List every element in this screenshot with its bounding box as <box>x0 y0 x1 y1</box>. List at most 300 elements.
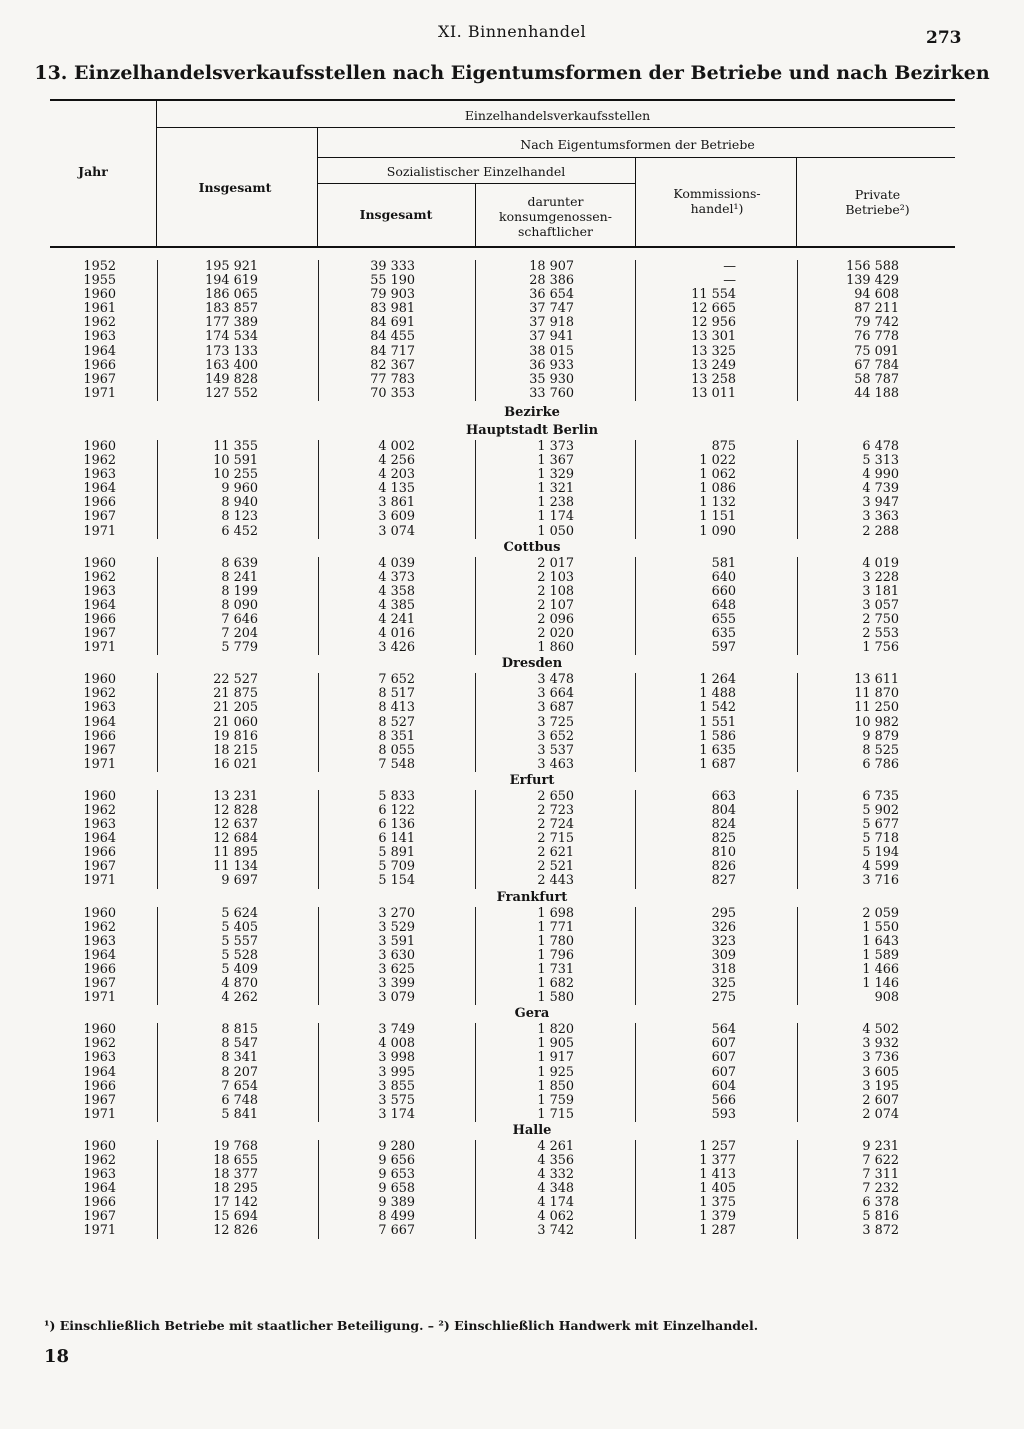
cell-insgesamt: 5 779 <box>221 640 258 656</box>
cell-soz-insgesamt: 3 625 <box>378 961 415 977</box>
table-row <box>0 571 1024 585</box>
cell-konsum: 2 650 <box>537 788 574 804</box>
cell-private: 7 311 <box>862 1167 899 1183</box>
cell-insgesamt: 10 591 <box>213 453 258 469</box>
cell-jahr: 1963 <box>83 583 116 599</box>
cell-jahr: 1952 <box>83 259 116 274</box>
cell-soz-insgesamt: 9 656 <box>378 1152 415 1168</box>
cell-jahr: 1966 <box>83 1195 116 1211</box>
cell-jahr: 1967 <box>83 1092 116 1108</box>
cell-private: 94 608 <box>854 287 899 303</box>
cell-insgesamt: 17 142 <box>213 1195 258 1211</box>
cell-kommission: 275 <box>711 990 736 1006</box>
cell-soz-insgesamt: 84 455 <box>370 329 415 345</box>
cell-insgesamt: 10 255 <box>213 467 258 483</box>
cell-insgesamt: 18 655 <box>213 1152 258 1168</box>
column-rule <box>635 260 636 401</box>
cell-private: 4 502 <box>862 1022 899 1038</box>
cell-insgesamt: 8 241 <box>221 569 258 585</box>
table-row <box>0 482 1024 496</box>
section-heading: Dresden <box>501 656 563 672</box>
cell-soz-insgesamt: 4 135 <box>378 481 415 497</box>
cell-jahr: 1963 <box>83 1050 116 1066</box>
column-rule <box>475 790 476 889</box>
cell-soz-insgesamt: 84 691 <box>370 315 415 331</box>
cell-kommission: 13 301 <box>691 329 736 345</box>
cell-private: 3 947 <box>862 495 899 511</box>
header-darunter-line3: schaftlicher <box>518 224 593 239</box>
cell-kommission: — <box>723 259 736 274</box>
cell-private: 13 611 <box>854 672 899 688</box>
table-row <box>0 687 1024 701</box>
cell-private: 3 195 <box>862 1078 899 1094</box>
cell-jahr: 1963 <box>83 933 116 949</box>
table-row <box>0 1080 1024 1094</box>
cell-private: 3 057 <box>862 597 899 613</box>
cell-kommission: 604 <box>711 1078 736 1094</box>
cell-private: 1 550 <box>862 919 899 935</box>
table-row <box>0 525 1024 539</box>
header-private-line1: Private <box>854 187 901 202</box>
cell-jahr: 1966 <box>83 1078 116 1094</box>
header-darunter-konsum <box>478 194 633 239</box>
cell-jahr: 1962 <box>83 315 116 331</box>
cell-insgesamt: 12 826 <box>213 1223 258 1239</box>
cell-kommission: 566 <box>711 1092 736 1108</box>
cell-jahr: 1966 <box>83 357 116 373</box>
page-number: 273 <box>926 28 962 48</box>
cell-kommission: 593 <box>711 1106 736 1122</box>
cell-jahr: 1960 <box>83 672 116 688</box>
column-rule <box>635 557 636 656</box>
table-row <box>0 1210 1024 1224</box>
header-soz-insgesamt: Insgesamt <box>359 207 433 222</box>
cell-jahr: 1955 <box>83 273 116 289</box>
cell-soz-insgesamt: 3 079 <box>378 990 415 1006</box>
cell-private: 5 718 <box>862 831 899 847</box>
cell-kommission: 1 379 <box>699 1209 736 1225</box>
cell-insgesamt: 8 547 <box>221 1036 258 1052</box>
cell-insgesamt: 186 065 <box>205 287 258 303</box>
cell-soz-insgesamt: 5 709 <box>378 859 415 875</box>
cell-jahr: 1966 <box>83 728 116 744</box>
cell-jahr: 1960 <box>83 1022 116 1038</box>
cell-insgesamt: 12 684 <box>213 831 258 847</box>
table-row <box>0 454 1024 468</box>
cell-kommission: 663 <box>711 788 736 804</box>
column-rule <box>797 790 798 889</box>
table-row <box>0 1037 1024 1051</box>
header-kommissionshandel <box>640 186 794 216</box>
cell-soz-insgesamt: 8 499 <box>378 1209 415 1225</box>
column-rule <box>318 557 319 656</box>
cell-jahr: 1960 <box>83 905 116 921</box>
cell-konsum: 1 780 <box>537 933 574 949</box>
section-heading: Cottbus <box>503 539 561 555</box>
table-row <box>0 991 1024 1005</box>
column-rule <box>635 440 636 539</box>
cell-konsum: 4 332 <box>537 1167 574 1183</box>
header-sozialistischer-einzelhandel: Sozialistischer Einzelhandel <box>386 164 566 179</box>
table-row <box>0 359 1024 373</box>
cell-konsum: 4 261 <box>537 1138 574 1154</box>
column-rule <box>157 557 158 656</box>
cell-soz-insgesamt: 84 717 <box>370 343 415 359</box>
cell-soz-insgesamt: 5 891 <box>378 845 415 861</box>
cell-soz-insgesamt: 6 122 <box>378 803 415 818</box>
cell-private: 79 742 <box>854 315 899 331</box>
cell-soz-insgesamt: 4 373 <box>378 569 415 585</box>
cell-konsum: 3 537 <box>537 742 574 758</box>
table-row <box>0 790 1024 804</box>
table-row <box>0 330 1024 344</box>
cell-private: 6 735 <box>862 788 899 804</box>
cell-insgesamt: 8 199 <box>221 583 258 599</box>
cell-private: 7 622 <box>862 1152 899 1168</box>
cell-insgesamt: 173 133 <box>205 343 258 359</box>
cell-insgesamt: 8 207 <box>221 1064 258 1080</box>
cell-kommission: 1 022 <box>699 453 736 469</box>
cell-konsum: 28 386 <box>529 273 574 289</box>
cell-jahr: 1967 <box>83 371 116 387</box>
cell-private: 7 232 <box>862 1181 899 1197</box>
cell-private: 1 146 <box>862 976 899 992</box>
cell-private: 3 363 <box>862 509 899 525</box>
cell-soz-insgesamt: 77 783 <box>370 371 415 387</box>
table-row <box>0 949 1024 963</box>
table-row <box>0 1154 1024 1168</box>
cell-kommission: 825 <box>711 831 736 847</box>
header-darunter-line2: konsumgenossen- <box>499 209 612 224</box>
cell-jahr: 1964 <box>83 714 116 730</box>
cell-konsum: 2 020 <box>537 626 574 642</box>
row-group <box>0 1023 1024 1122</box>
cell-jahr: 1961 <box>83 301 116 317</box>
cell-private: 6 378 <box>862 1195 899 1211</box>
table-title: 13. Einzelhandelsverkaufsstellen nach Eigentumsformen der Betriebe und nach Bezirken <box>34 62 990 84</box>
cell-soz-insgesamt: 7 667 <box>378 1223 415 1239</box>
cell-kommission: 640 <box>711 569 736 585</box>
table-row <box>0 1094 1024 1108</box>
cell-insgesamt: 5 528 <box>221 947 258 963</box>
cell-konsum: 1 329 <box>537 467 574 483</box>
table-row <box>0 316 1024 330</box>
column-rule <box>797 673 798 772</box>
cell-insgesamt: 8 815 <box>221 1022 258 1038</box>
cell-private: 9 231 <box>862 1138 899 1154</box>
cell-soz-insgesamt: 4 241 <box>378 611 415 627</box>
cell-private: 76 778 <box>854 329 899 345</box>
cell-kommission: 824 <box>711 817 736 833</box>
table-row <box>0 1168 1024 1182</box>
column-rule <box>797 1023 798 1122</box>
header-kommission-line1: Kommissions- <box>673 186 761 201</box>
table-body <box>0 259 1024 1240</box>
cell-konsum: 3 652 <box>537 728 574 744</box>
cell-kommission: 826 <box>711 859 736 875</box>
cell-jahr: 1963 <box>83 329 116 345</box>
cell-soz-insgesamt: 82 367 <box>370 357 415 373</box>
header-private-line2: Betriebe²) <box>845 202 910 217</box>
cell-soz-insgesamt: 6 136 <box>378 817 415 833</box>
cell-jahr: 1966 <box>83 845 116 861</box>
cell-private: 2 288 <box>862 523 899 539</box>
cell-jahr: 1963 <box>83 1167 116 1183</box>
column-rule <box>475 673 476 772</box>
cell-soz-insgesamt: 4 039 <box>378 555 415 571</box>
cell-kommission: 12 665 <box>691 301 736 317</box>
cell-soz-insgesamt: 3 426 <box>378 640 415 656</box>
cell-jahr: 1962 <box>83 686 116 702</box>
header-darunter-line1: darunter <box>527 194 584 209</box>
table-row <box>0 557 1024 571</box>
table-row <box>0 730 1024 744</box>
column-rule <box>797 907 798 1006</box>
cell-insgesamt: 7 646 <box>221 611 258 627</box>
cell-soz-insgesamt: 3 749 <box>378 1022 415 1038</box>
table-row <box>0 496 1024 510</box>
cell-konsum: 2 723 <box>537 803 574 818</box>
header-kommission-line2: handel¹) <box>690 201 744 216</box>
cell-soz-insgesamt: 3 575 <box>378 1092 415 1108</box>
cell-private: 1 643 <box>862 933 899 949</box>
cell-kommission: 323 <box>711 933 736 949</box>
cell-soz-insgesamt: 8 055 <box>378 742 415 758</box>
cell-konsum: 1 905 <box>537 1036 574 1052</box>
table-row <box>0 1182 1024 1196</box>
cell-private: 3 932 <box>862 1036 899 1052</box>
cell-private: 6 478 <box>862 438 899 454</box>
cell-insgesamt: 5 405 <box>221 919 258 935</box>
cell-insgesamt: 19 816 <box>213 728 258 744</box>
cell-insgesamt: 6 748 <box>221 1092 258 1108</box>
cell-konsum: 1 771 <box>537 919 574 935</box>
cell-jahr: 1960 <box>83 287 116 303</box>
cell-konsum: 2 017 <box>537 555 574 571</box>
cell-soz-insgesamt: 79 903 <box>370 287 415 303</box>
cell-insgesamt: 5 841 <box>221 1106 258 1122</box>
column-rule <box>157 790 158 889</box>
cell-konsum: 1 321 <box>537 481 574 497</box>
cell-kommission: 607 <box>711 1050 736 1066</box>
cell-jahr: 1966 <box>83 611 116 627</box>
cell-insgesamt: 8 123 <box>221 509 258 525</box>
cell-konsum: 1 238 <box>537 495 574 511</box>
cell-insgesamt: 18 377 <box>213 1167 258 1183</box>
table-row <box>0 977 1024 991</box>
table-row <box>0 274 1024 288</box>
cell-kommission: 564 <box>711 1022 736 1038</box>
table-row <box>0 758 1024 772</box>
column-rule <box>475 557 476 656</box>
cell-kommission: 607 <box>711 1064 736 1080</box>
cell-soz-insgesamt: 3 591 <box>378 933 415 949</box>
cell-kommission: 1 586 <box>699 728 736 744</box>
cell-konsum: 4 356 <box>537 1152 574 1168</box>
cell-soz-insgesamt: 4 016 <box>378 626 415 642</box>
column-rule <box>635 907 636 1006</box>
cell-jahr: 1964 <box>83 597 116 613</box>
cell-jahr: 1971 <box>83 873 116 889</box>
header-insgesamt: Insgesamt <box>198 180 272 195</box>
column-rule <box>318 1023 319 1122</box>
cell-konsum: 3 725 <box>537 714 574 730</box>
table-row <box>0 907 1024 921</box>
cell-insgesamt: 8 940 <box>221 495 258 511</box>
cell-private: 58 787 <box>854 371 899 387</box>
cell-kommission: 655 <box>711 611 736 627</box>
cell-kommission: 13 258 <box>691 371 736 387</box>
table-row <box>0 468 1024 482</box>
cell-private: 2 607 <box>862 1092 899 1108</box>
cell-konsum: 1 050 <box>537 523 574 539</box>
cell-konsum: 1 373 <box>537 438 574 454</box>
table-row <box>0 846 1024 860</box>
cell-jahr: 1964 <box>83 343 116 359</box>
cell-jahr: 1963 <box>83 467 116 483</box>
row-group <box>0 260 1024 401</box>
section-heading: Gera <box>514 1006 550 1022</box>
cell-insgesamt: 8 341 <box>221 1050 258 1066</box>
cell-jahr: 1967 <box>83 509 116 525</box>
cell-private: 5 816 <box>862 1209 899 1225</box>
cell-jahr: 1960 <box>83 555 116 571</box>
cell-insgesamt: 194 619 <box>205 273 258 289</box>
cell-soz-insgesamt: 55 190 <box>370 273 415 289</box>
cell-konsum: 1 698 <box>537 905 574 921</box>
cell-private: 67 784 <box>854 357 899 373</box>
cell-soz-insgesamt: 9 658 <box>378 1181 415 1197</box>
cell-jahr: 1964 <box>83 481 116 497</box>
cell-jahr: 1971 <box>83 523 116 539</box>
cell-konsum: 4 174 <box>537 1195 574 1211</box>
cell-kommission: 1 635 <box>699 742 736 758</box>
bezirke-heading: Bezirke <box>504 404 560 420</box>
cell-private: 4 599 <box>862 859 899 875</box>
footnote: ¹) Einschließlich Betriebe mit staatlicher Beteiligung. – ²) Einschließlich Handwerk mit Einzelhandel. <box>44 1318 759 1333</box>
cell-private: 139 429 <box>846 273 899 289</box>
cell-insgesamt: 18 215 <box>213 742 258 758</box>
table-row <box>0 345 1024 359</box>
cell-insgesamt: 7 654 <box>221 1078 258 1094</box>
table-row <box>0 935 1024 949</box>
cell-konsum: 3 478 <box>537 672 574 688</box>
cell-private: 87 211 <box>854 301 899 317</box>
cell-jahr: 1971 <box>83 640 116 656</box>
cell-kommission: 635 <box>711 626 736 642</box>
cell-soz-insgesamt: 8 413 <box>378 700 415 716</box>
column-rule <box>157 907 158 1006</box>
column-rule <box>475 1140 476 1239</box>
table-row <box>0 627 1024 641</box>
cell-konsum: 2 521 <box>537 859 574 875</box>
table-row <box>0 613 1024 627</box>
cell-kommission: 1 132 <box>699 495 736 511</box>
cell-konsum: 2 715 <box>537 831 574 847</box>
cell-private: 5 313 <box>862 453 899 469</box>
table-row <box>0 585 1024 599</box>
cell-kommission: 1 151 <box>699 509 736 525</box>
table-row <box>0 818 1024 832</box>
cell-insgesamt: 183 857 <box>205 301 258 317</box>
cell-insgesamt: 127 552 <box>205 385 258 401</box>
table-row <box>0 440 1024 454</box>
column-rule <box>797 557 798 656</box>
cell-kommission: 597 <box>711 640 736 656</box>
cell-private: 5 677 <box>862 817 899 833</box>
cell-insgesamt: 4 262 <box>221 990 258 1006</box>
column-rule <box>318 260 319 401</box>
cell-soz-insgesamt: 3 995 <box>378 1064 415 1080</box>
cell-private: 4 019 <box>862 555 899 571</box>
cell-konsum: 2 724 <box>537 817 574 833</box>
row-group <box>0 673 1024 772</box>
cell-konsum: 1 917 <box>537 1050 574 1066</box>
cell-kommission: 12 956 <box>691 315 736 331</box>
cell-insgesamt: 18 295 <box>213 1181 258 1197</box>
cell-insgesamt: 12 637 <box>213 817 258 833</box>
cell-soz-insgesamt: 7 548 <box>378 756 415 772</box>
row-group <box>0 440 1024 539</box>
cell-soz-insgesamt: 70 353 <box>370 385 415 401</box>
cell-insgesamt: 174 534 <box>205 329 258 345</box>
cell-jahr: 1964 <box>83 1181 116 1197</box>
table-row <box>0 804 1024 818</box>
column-rule <box>157 1023 158 1122</box>
table-row <box>0 963 1024 977</box>
cell-konsum: 2 107 <box>537 597 574 613</box>
cell-konsum: 3 463 <box>537 756 574 772</box>
table-row <box>0 288 1024 302</box>
cell-insgesamt: 21 875 <box>213 686 258 702</box>
cell-konsum: 1 925 <box>537 1064 574 1080</box>
row-group <box>0 907 1024 1006</box>
cell-jahr: 1964 <box>83 947 116 963</box>
cell-kommission: 13 325 <box>691 343 736 359</box>
cell-private: 9 879 <box>862 728 899 744</box>
cell-soz-insgesamt: 3 855 <box>378 1078 415 1094</box>
cell-kommission: 1 264 <box>699 672 736 688</box>
table-row <box>0 510 1024 524</box>
cell-konsum: 1 731 <box>537 961 574 977</box>
cell-jahr: 1962 <box>83 569 116 585</box>
column-rule <box>318 907 319 1006</box>
cell-private: 2 059 <box>862 905 899 921</box>
cell-private: 1 589 <box>862 947 899 963</box>
cell-jahr: 1962 <box>83 1036 116 1052</box>
section-heading: Hauptstadt Berlin <box>465 422 599 438</box>
cell-jahr: 1960 <box>83 1138 116 1154</box>
cell-private: 2 553 <box>862 626 899 642</box>
cell-private: 908 <box>874 990 899 1006</box>
cell-konsum: 38 015 <box>529 343 574 359</box>
table-row <box>0 302 1024 316</box>
cell-konsum: 35 930 <box>529 371 574 387</box>
cell-kommission: 1 062 <box>699 467 736 483</box>
cell-konsum: 37 747 <box>529 301 574 317</box>
cell-soz-insgesamt: 3 174 <box>378 1106 415 1122</box>
header-private-betriebe <box>800 187 955 217</box>
table-row <box>0 1051 1024 1065</box>
table-row <box>0 1066 1024 1080</box>
cell-konsum: 4 062 <box>537 1209 574 1225</box>
running-head: XI. Binnenhandel <box>437 22 587 41</box>
cell-konsum: 3 742 <box>537 1223 574 1239</box>
cell-insgesamt: 12 828 <box>213 803 258 818</box>
cell-soz-insgesamt: 3 074 <box>378 523 415 539</box>
cell-private: 3 181 <box>862 583 899 599</box>
cell-kommission: 1 488 <box>699 686 736 702</box>
